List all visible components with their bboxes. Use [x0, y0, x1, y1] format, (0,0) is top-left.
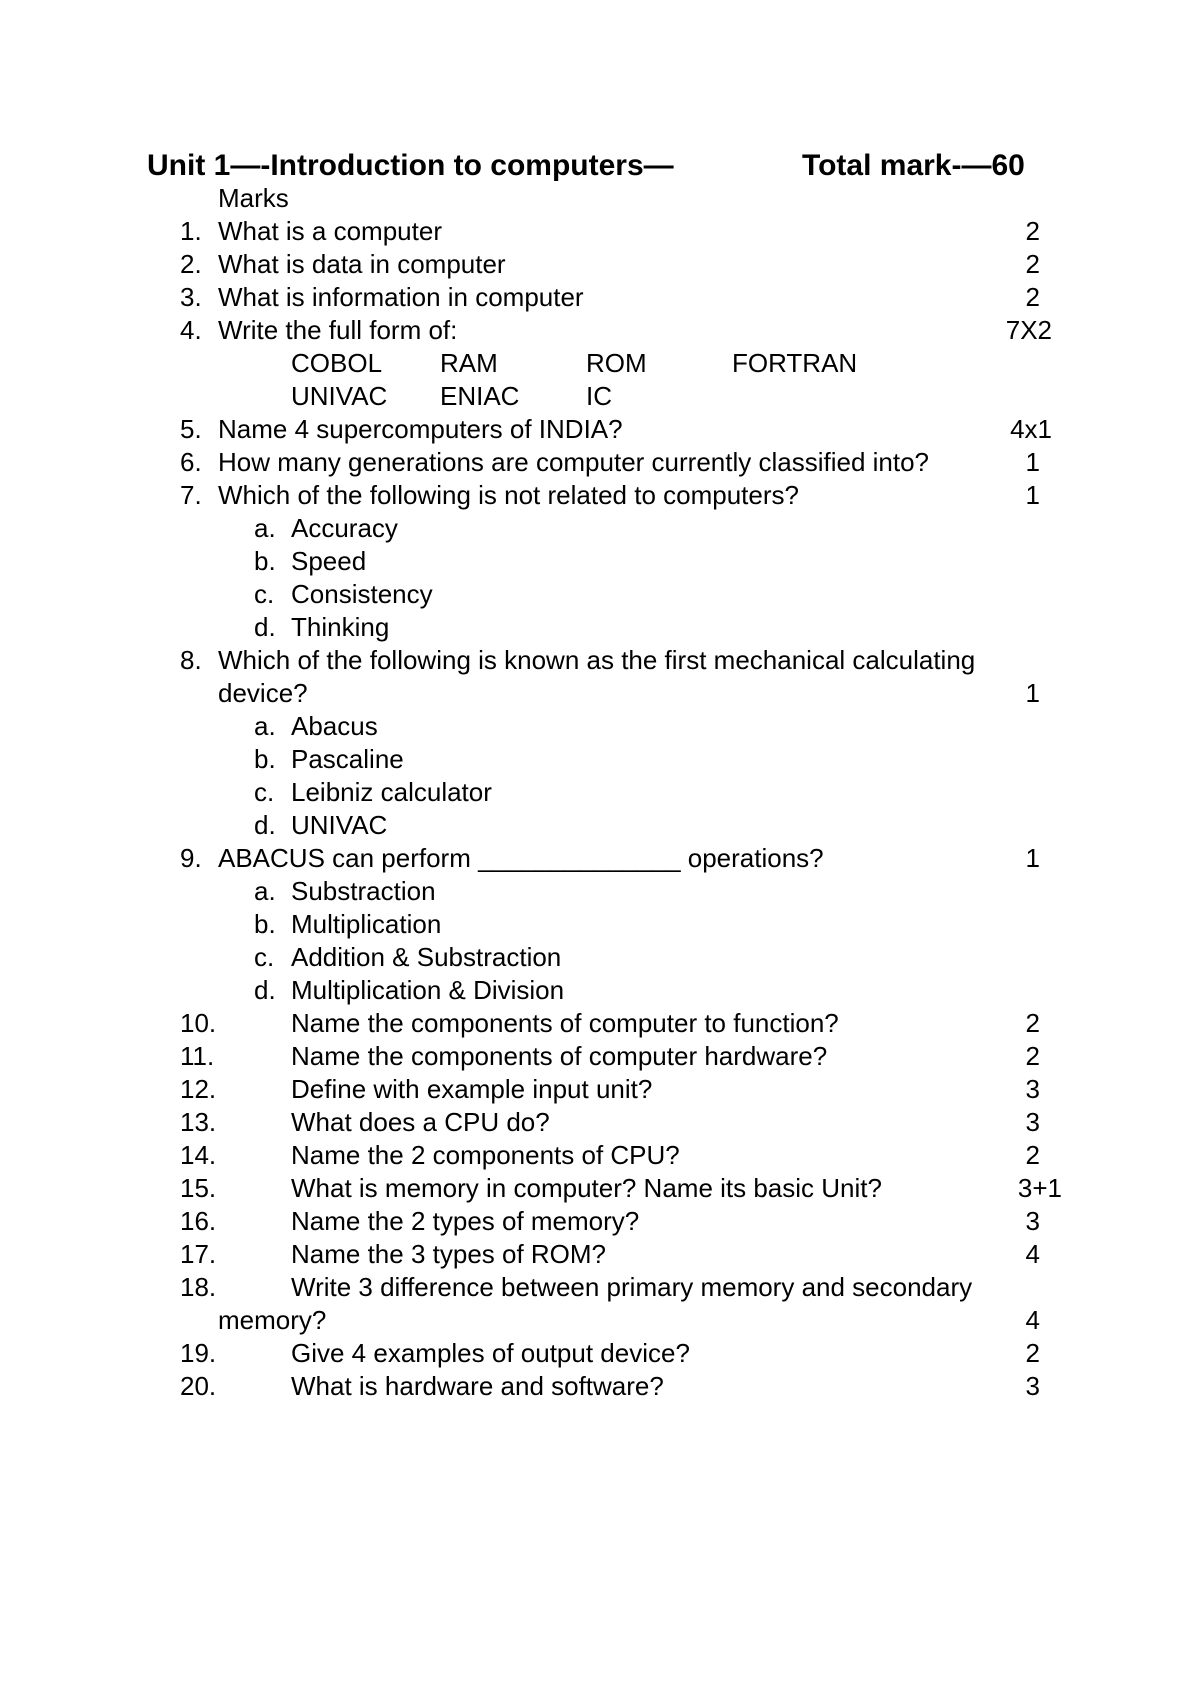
question-19	[0, 1337, 1200, 1370]
question-number: 17.	[180, 1239, 217, 1269]
title-unit: Unit 1—-Introduction to computers—	[147, 149, 674, 182]
question-4	[0, 314, 1200, 347]
option-q8-c	[0, 776, 1200, 809]
option-q8-b	[0, 743, 1200, 776]
option-letter: d.	[254, 975, 276, 1005]
question-number: 9.	[180, 843, 202, 873]
question-text: What is information in computer	[218, 282, 584, 312]
full-form-term: COBOL	[291, 348, 383, 378]
question-mark: 1	[1025, 447, 1040, 477]
question-number: 13.	[180, 1107, 217, 1137]
question-text: Name the components of computer to function?	[291, 1008, 839, 1038]
question-number: 11.	[180, 1041, 215, 1071]
question-18	[0, 1271, 1200, 1304]
question-number: 18.	[180, 1272, 217, 1302]
question-number: 10.	[180, 1008, 217, 1038]
question-text: Write the full form of:	[218, 315, 458, 345]
option-text: Substraction	[291, 876, 436, 906]
question-18-continued	[0, 1304, 1200, 1337]
question-text: Name 4 supercomputers of INDIA?	[218, 414, 623, 444]
option-letter: d.	[254, 612, 276, 642]
question-13	[0, 1106, 1200, 1139]
question-number: 14.	[180, 1140, 217, 1170]
question-17	[0, 1238, 1200, 1271]
question-text: What is data in computer	[218, 249, 506, 279]
option-letter: a.	[254, 711, 276, 741]
question-text: Name the 3 types of ROM?	[291, 1239, 607, 1269]
question-9	[0, 842, 1200, 875]
question-number: 15.	[180, 1173, 217, 1203]
question-number: 6.	[180, 447, 202, 477]
question-mark: 7X2	[1005, 315, 1052, 345]
question-mark: 1	[1025, 843, 1040, 873]
option-q8-d	[0, 809, 1200, 842]
full-form-term: ROM	[586, 348, 647, 378]
question-text: What is a computer	[218, 216, 442, 246]
question-16	[0, 1205, 1200, 1238]
option-text: Multiplication & Division	[291, 975, 565, 1005]
option-text: Accuracy	[291, 513, 398, 543]
question-text: ABACUS can perform ______________ operations?	[218, 843, 824, 873]
question-5	[0, 413, 1200, 446]
question-number: 3.	[180, 282, 202, 312]
question-text: What is hardware and software?	[291, 1371, 664, 1401]
option-letter: c.	[254, 942, 275, 972]
question-number: 4.	[180, 315, 202, 345]
option-letter: d.	[254, 810, 276, 840]
question-mark: 4	[1025, 1239, 1040, 1269]
marks-label: Marks	[218, 183, 289, 213]
question-8	[0, 644, 1200, 677]
question-mark: 3	[1025, 1371, 1040, 1401]
question-mark: 4x1	[1010, 414, 1052, 444]
question-text: What is memory in computer? Name its basic Unit?	[291, 1173, 882, 1203]
question-number: 7.	[180, 480, 202, 510]
option-q8-a	[0, 710, 1200, 743]
option-q7-c	[0, 578, 1200, 611]
question-mark: 2	[1025, 1041, 1040, 1071]
question-15	[0, 1172, 1200, 1205]
question-7	[0, 479, 1200, 512]
question-text: What does a CPU do?	[291, 1107, 550, 1137]
question-number: 19.	[180, 1338, 217, 1368]
question-14	[0, 1139, 1200, 1172]
option-text: Pascaline	[291, 744, 404, 774]
question-mark: 3	[1025, 1206, 1040, 1236]
option-letter: a.	[254, 513, 276, 543]
question-mark: 2	[1025, 216, 1040, 246]
question-mark: 3+1	[1017, 1173, 1062, 1203]
option-q9-d	[0, 974, 1200, 1007]
option-text: Multiplication	[291, 909, 442, 939]
question-number: 2.	[180, 249, 202, 279]
question-20	[0, 1370, 1200, 1403]
option-letter: a.	[254, 876, 276, 906]
question-mark: 1	[1025, 480, 1040, 510]
question-11	[0, 1040, 1200, 1073]
question-mark: 2	[1025, 249, 1040, 279]
option-q7-d	[0, 611, 1200, 644]
question-12	[0, 1073, 1200, 1106]
question-mark: 4	[1025, 1305, 1040, 1335]
option-q7-b	[0, 545, 1200, 578]
question-2	[0, 248, 1200, 281]
question-text: Which of the following is known as the first mechanical calculating	[218, 645, 976, 675]
question-number: 5.	[180, 414, 202, 444]
option-q7-a	[0, 512, 1200, 545]
question-mark: 1	[1025, 678, 1040, 708]
question-text: Give 4 examples of output device?	[291, 1338, 690, 1368]
question-number: 16.	[180, 1206, 217, 1236]
question-text: Write 3 difference between primary memory and secondary	[291, 1272, 973, 1302]
question-3	[0, 281, 1200, 314]
question-mark: 3	[1025, 1074, 1040, 1104]
option-letter: b.	[254, 909, 276, 939]
full-form-term: ENIAC	[440, 381, 520, 411]
title-total-mark: Total mark-—60	[802, 149, 1025, 182]
question-text: Define with example input unit?	[291, 1074, 653, 1104]
full-form-term: RAM	[440, 348, 498, 378]
question-number: 20.	[180, 1371, 217, 1401]
question-text: Name the 2 types of memory?	[291, 1206, 640, 1236]
full-form-row-2	[0, 380, 1200, 413]
option-letter: c.	[254, 579, 275, 609]
option-text: Abacus	[291, 711, 378, 741]
option-letter: b.	[254, 744, 276, 774]
question-text: Which of the following is not related to computers?	[218, 480, 799, 510]
question-text-continued: device?	[218, 678, 308, 708]
option-letter: b.	[254, 546, 276, 576]
question-mark: 2	[1025, 1338, 1040, 1368]
question-1	[0, 215, 1200, 248]
option-q9-c	[0, 941, 1200, 974]
question-6	[0, 446, 1200, 479]
question-text: How many generations are computer currently classified into?	[218, 447, 930, 477]
question-number: 1.	[180, 216, 202, 246]
question-8-continued	[0, 677, 1200, 710]
option-text: Speed	[291, 546, 367, 576]
full-form-term: FORTRAN	[732, 348, 858, 378]
option-letter: c.	[254, 777, 275, 807]
question-text: Name the 2 components of CPU?	[291, 1140, 680, 1170]
marks-label-line	[0, 182, 1200, 215]
option-q9-a	[0, 875, 1200, 908]
question-text: Name the components of computer hardware?	[291, 1041, 828, 1071]
question-mark: 2	[1025, 1008, 1040, 1038]
question-text-continued: memory?	[218, 1305, 327, 1335]
question-mark: 3	[1025, 1107, 1040, 1137]
full-form-term: UNIVAC	[291, 381, 388, 411]
option-q9-b	[0, 908, 1200, 941]
question-number: 12.	[180, 1074, 217, 1104]
option-text: Leibniz calculator	[291, 777, 492, 807]
full-form-term: IC	[586, 381, 612, 411]
option-text: UNIVAC	[291, 810, 388, 840]
page-title	[147, 146, 1047, 186]
question-mark: 2	[1025, 1140, 1040, 1170]
option-text: Consistency	[291, 579, 433, 609]
question-10	[0, 1007, 1200, 1040]
question-number: 8.	[180, 645, 202, 675]
option-text: Addition & Substraction	[291, 942, 562, 972]
question-mark: 2	[1025, 282, 1040, 312]
full-form-row-1	[0, 347, 1200, 380]
option-text: Thinking	[291, 612, 390, 642]
